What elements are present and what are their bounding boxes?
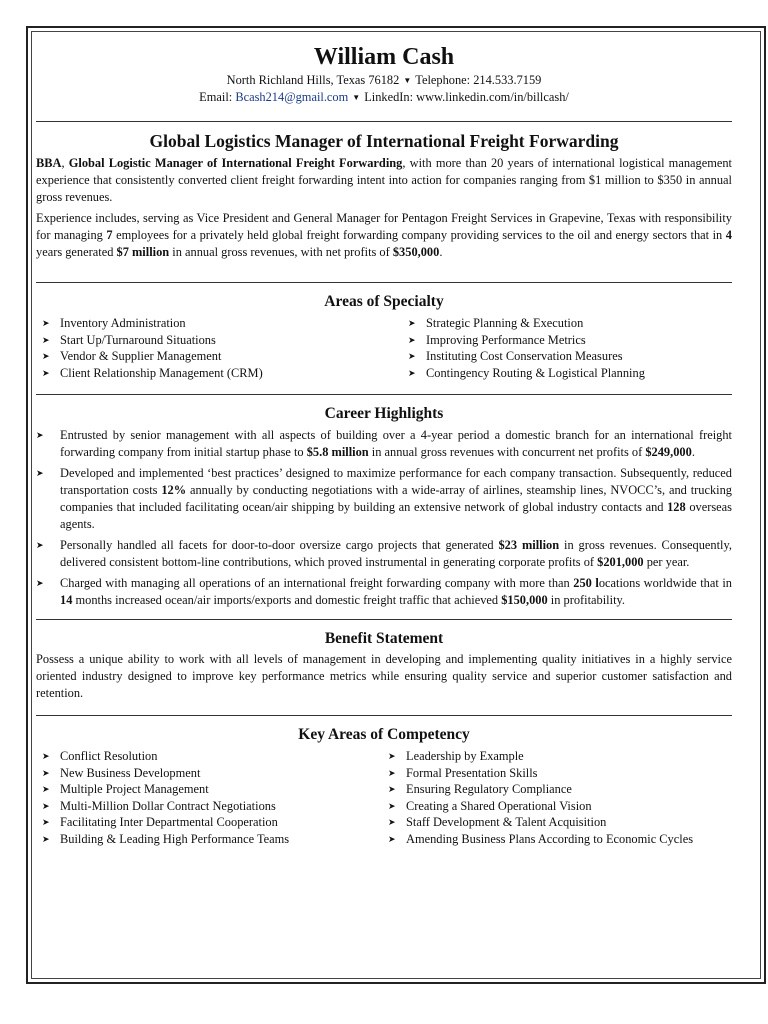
email-label: Email:	[199, 90, 233, 104]
arrow-bullet-icon: ➤	[388, 817, 396, 827]
candidate-name: William Cash	[313, 44, 455, 70]
list-item: ➤ Contingency Routing & Logistical Planning	[402, 365, 732, 382]
down-triangle-icon: ▼	[403, 76, 412, 85]
summary-paragraph-1: BBA, Global Logistic Manager of International Freight Forwarding, with more than 20 years of international logistical management experience that consistently converted client freight forwarding intent into action for companies ranging from $1 million to $350 in annual gross revenues.	[36, 156, 732, 204]
arrow-bullet-icon: ➤	[388, 767, 396, 778]
telephone: Telephone: 214.533.7159	[415, 73, 542, 87]
summary-paragraph-2: Experience includes, serving as Vice President and General Manager for Pentagon Freight Services in Grapevine, Texas with responsibility for managing 7 employees for a privately held global freight forwarding company providing services to the oil and energy sectors that in 4 years generated $7 million in annual gross revenues, with net profits of $350,000.	[36, 211, 732, 259]
arrow-bullet-icon: ➤	[42, 334, 50, 345]
list-item: ➤ Instituting Cost Conservation Measures	[402, 348, 732, 365]
arrow-bullet-icon: ➤	[388, 784, 396, 794]
list-item: ➤ Improving Performance Metrics	[402, 332, 732, 349]
arrow-bullet-icon: ➤	[388, 751, 396, 761]
arrow-bullet-icon: ➤	[42, 351, 50, 361]
arrow-bullet-icon: ➤	[408, 318, 416, 328]
benefit-heading: Benefit Statement	[324, 630, 444, 647]
highlight-item: ➤ Personally handled all facets for door-to-door oversize cargo projects that generated $23 million in gross revenues. Consequently, delivered consistent bottom-line contributions, which proved instrumental in generating corporate profits of $201,000 per year.	[36, 538, 732, 569]
list-item: ➤ New Business Development	[36, 765, 382, 782]
degree: BBA	[36, 156, 62, 170]
arrow-bullet-icon: ➤	[36, 468, 44, 478]
linkedin: LinkedIn: www.linkedin.com/in/billcash/	[364, 90, 569, 104]
highlight-item: ➤ Entrusted by senior management with all aspects of building over a 4-year period a domestic branch for an international freight forwarding company from initial startup phase to $5.8 million in annual gross revenues with concurrent net profits of $249,000.	[36, 428, 732, 459]
arrow-bullet-icon: ➤	[42, 817, 50, 827]
competency-column-left	[36, 748, 382, 847]
competency-heading: Key Areas of Competency	[298, 726, 470, 743]
arrow-bullet-icon: ➤	[36, 430, 44, 440]
list-item: ➤ Building & Leading High Performance Teams	[36, 831, 382, 848]
specialty-list	[36, 315, 732, 381]
specialty-heading: Areas of Specialty	[324, 293, 444, 310]
arrow-bullet-icon: ➤	[42, 367, 50, 378]
arrow-bullet-icon: ➤	[42, 751, 50, 761]
arrow-bullet-icon: ➤	[42, 318, 50, 328]
arrow-bullet-icon: ➤	[42, 784, 50, 794]
contact-line-1	[36, 72, 732, 89]
specialty-column-left	[36, 315, 402, 381]
divider	[36, 282, 732, 283]
list-item: ➤ Leadership by Example	[382, 748, 732, 765]
competency-list	[36, 748, 732, 847]
divider	[36, 619, 732, 620]
list-item: ➤ Inventory Administration	[36, 315, 402, 332]
list-item: ➤ Client Relationship Management (CRM)	[36, 365, 402, 382]
list-item: ➤ Ensuring Regulatory Compliance	[382, 781, 732, 798]
divider	[36, 394, 732, 395]
arrow-bullet-icon: ➤	[42, 833, 50, 844]
resume-content	[36, 40, 732, 847]
arrow-bullet-icon: ➤	[388, 800, 396, 811]
list-item: ➤ Staff Development & Talent Acquisition	[382, 814, 732, 831]
list-item: ➤ Facilitating Inter Departmental Cooperation	[36, 814, 382, 831]
arrow-bullet-icon: ➤	[408, 351, 416, 361]
specialty-column-right	[402, 315, 732, 381]
resume-title: Global Logistics Manager of International Freight Forwarding	[149, 131, 619, 151]
arrow-bullet-icon: ➤	[388, 833, 396, 844]
list-item: ➤ Vendor & Supplier Management	[36, 348, 402, 365]
list-item: ➤ Amending Business Plans According to Economic Cycles	[382, 831, 732, 848]
arrow-bullet-icon: ➤	[42, 800, 50, 811]
list-item: ➤ Strategic Planning & Execution	[402, 315, 732, 332]
contact-line-2	[36, 89, 732, 106]
arrow-bullet-icon: ➤	[36, 540, 44, 550]
highlight-item: ➤ Developed and implemented ‘best practices’ designed to maximize performance for each company transaction. Subsequently, reduced transportation costs 12% annually by conducting negotiations with a wide-array of airlines, steamship lines, NVOCC’s, and trucking companies that included facilitating ocean/air shipping by building an extensive network of global industry contacts and 128 overseas agents.	[36, 466, 732, 531]
highlight-item: ➤ Charged with managing all operations of an international freight forwarding company with more than 250 locations worldwide that in 14 months increased ocean/air imports/exports and domestic freight traffic that achieved $150,000 in profitability.	[36, 576, 732, 607]
list-item: ➤ Conflict Resolution	[36, 748, 382, 765]
location: North Richland Hills, Texas 76182	[226, 73, 400, 87]
email-link[interactable]: Bcash214@gmail.com	[235, 90, 349, 104]
list-item: ➤ Start Up/Turnaround Situations	[36, 332, 402, 349]
list-item: ➤ Multiple Project Management	[36, 781, 382, 798]
down-triangle-icon: ▼	[352, 93, 361, 102]
arrow-bullet-icon: ➤	[408, 367, 416, 378]
list-item: ➤ Multi-Million Dollar Contract Negotiations	[36, 798, 382, 815]
competency-column-right	[382, 748, 732, 847]
list-item: ➤ Formal Presentation Skills	[382, 765, 732, 782]
arrow-bullet-icon: ➤	[36, 578, 44, 588]
list-item: ➤ Creating a Shared Operational Vision	[382, 798, 732, 815]
highlights-heading: Career Highlights	[324, 405, 444, 422]
arrow-bullet-icon: ➤	[42, 767, 50, 778]
benefit-text: Possess a unique ability to work with all levels of management in developing and implementing quality initiatives in a highly service oriented industry designed to improve key performance metrics while ensuring quality service and superior customer satisfaction and retention.	[36, 652, 732, 700]
divider	[36, 121, 732, 122]
arrow-bullet-icon: ➤	[408, 334, 416, 345]
divider	[36, 715, 732, 716]
summary-role: Global Logistic Manager of International Freight Forwarding	[68, 156, 403, 170]
